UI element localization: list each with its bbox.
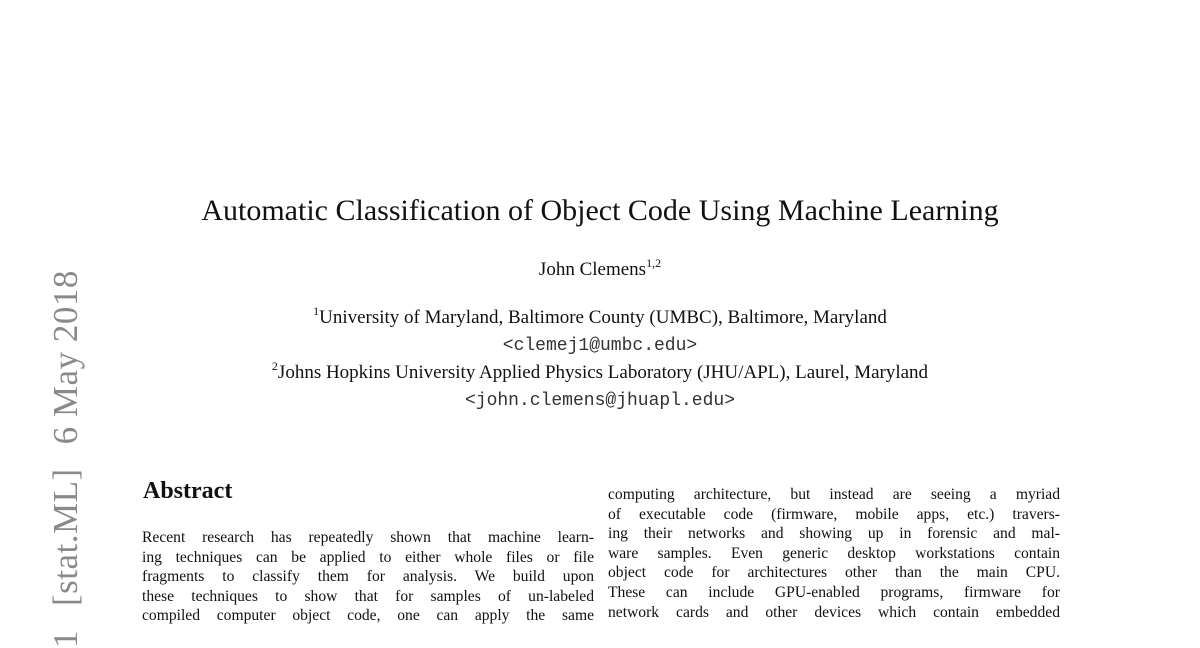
author-name: John Clemens [538, 259, 647, 280]
right-column [608, 485, 1060, 622]
text-line: compiled computer object code, one can apply the same [142, 607, 594, 625]
affiliation-1-mark: 1 [313, 304, 320, 318]
text-line: these techniques to show that for samples of un-labeled [142, 587, 594, 605]
text-line: object code for architectures other than the main CPU. [608, 564, 1060, 582]
text-line: computing architecture, but instead are seeing a myriad [608, 486, 1060, 503]
affiliation-2-email[interactable]: <john.clemens@jhuapl.edu> [464, 391, 736, 411]
text-line: ing techniques can be applied to either whole files or file [142, 548, 594, 566]
text-line: of executable code (firmware, mobile apps, etc.) travers- [608, 505, 1060, 523]
affiliation-1 [0, 306, 1200, 331]
abstract-heading: Abstract [143, 478, 233, 504]
affiliation-2 [0, 361, 1200, 386]
text-line: These can include GPU-enabled programs, firmware for [608, 583, 1060, 601]
text-line: fragments to classify them for analysis. We build upon [142, 568, 594, 586]
text-line: Recent research has repeatedly shown that machine learn- [142, 529, 594, 546]
abstract-left-column [142, 528, 594, 626]
text-line: ware samples. Even generic desktop workstations contain [608, 544, 1060, 562]
arxiv-id-fragment: 1 [46, 630, 85, 648]
affiliation-1-email[interactable]: <clemej1@umbc.edu> [502, 336, 698, 356]
paper-title: Automatic Classification of Object Code Using Machine Learning [201, 194, 999, 227]
author-affiliation-marks: 1,2 [646, 256, 662, 270]
affiliation-2-mark: 2 [271, 359, 278, 373]
text-line: network cards and other devices which contain embedded [608, 603, 1060, 621]
arxiv-category: [stat.ML] [46, 468, 85, 606]
affiliation-2-name: Johns Hopkins University Applied Physics Laboratory (JHU/APL), Laurel, Maryland [277, 362, 929, 383]
text-line: ing their networks and showing up in forensic and mal- [608, 525, 1060, 543]
arxiv-date: 6 May 2018 [46, 270, 85, 445]
affiliation-1-name: University of Maryland, Baltimore County (UMBC), Baltimore, Maryland [319, 307, 887, 328]
author-line [0, 258, 1200, 283]
